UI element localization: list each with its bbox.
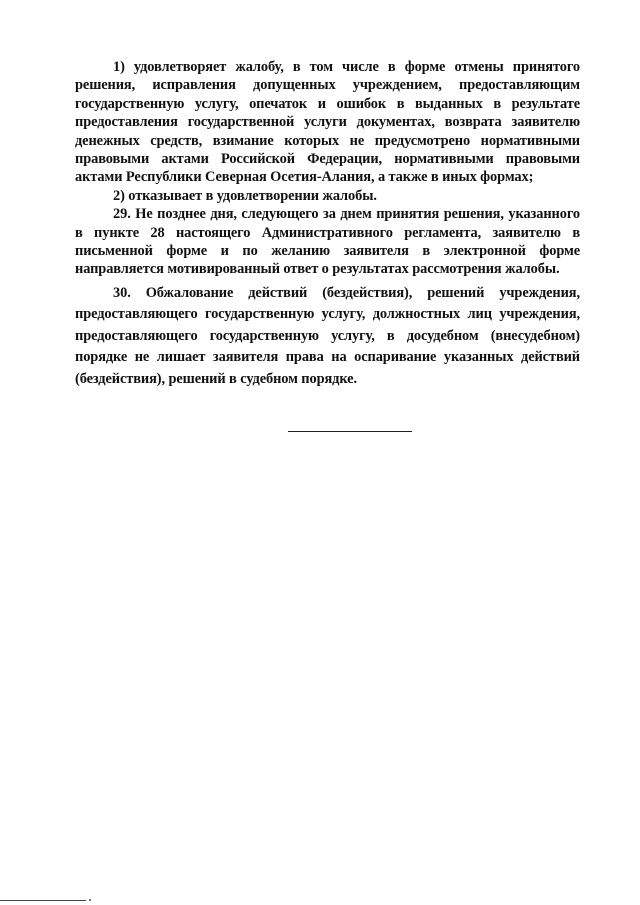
footnote-separator-line: [0, 900, 86, 901]
document-body: [75, 58, 580, 390]
paragraph-item-2: 2) отказывает в удовлетворении жалобы.: [113, 187, 377, 204]
paragraph-item-1: 1) удовлетворяет жалобу, в том числе в форме отмены принятого решения, исправления допущенных учреждением, предоставляющим государственную услугу, опечаток и ошибок в выданных в результате предоставления государственной услуги документах, возврата заявителю денежных средств, взимание которых не предусмотрено нормативными правовыми актами Российской Федерации, нормативными правовыми актами Республики Северная Осетия-Алания, а также в иных формах;: [75, 59, 580, 186]
paragraph-clause-30: 30. Обжалование действий (бездействия), решений учреждения, предоставляющего государственную услугу, должностных лиц учреждения, предоставляющего государственную услугу, в досудебном (внесудебном) порядке не лишает заявителя права на оспаривание указанных действий (бездействия), решений в судебном порядке.: [75, 284, 580, 387]
paragraph-clause-29: 29. Не позднее дня, следующего за днем принятия решения, указанного в пункте 28 настоящего Административного регламента, заявителю в письменной форме и по желанию заявителя в электронной форме направляется мотивированный ответ о результатах рассмотрения жалобы.: [75, 206, 580, 278]
footer-mark: [89, 899, 91, 901]
end-of-text-rule: [288, 431, 412, 432]
